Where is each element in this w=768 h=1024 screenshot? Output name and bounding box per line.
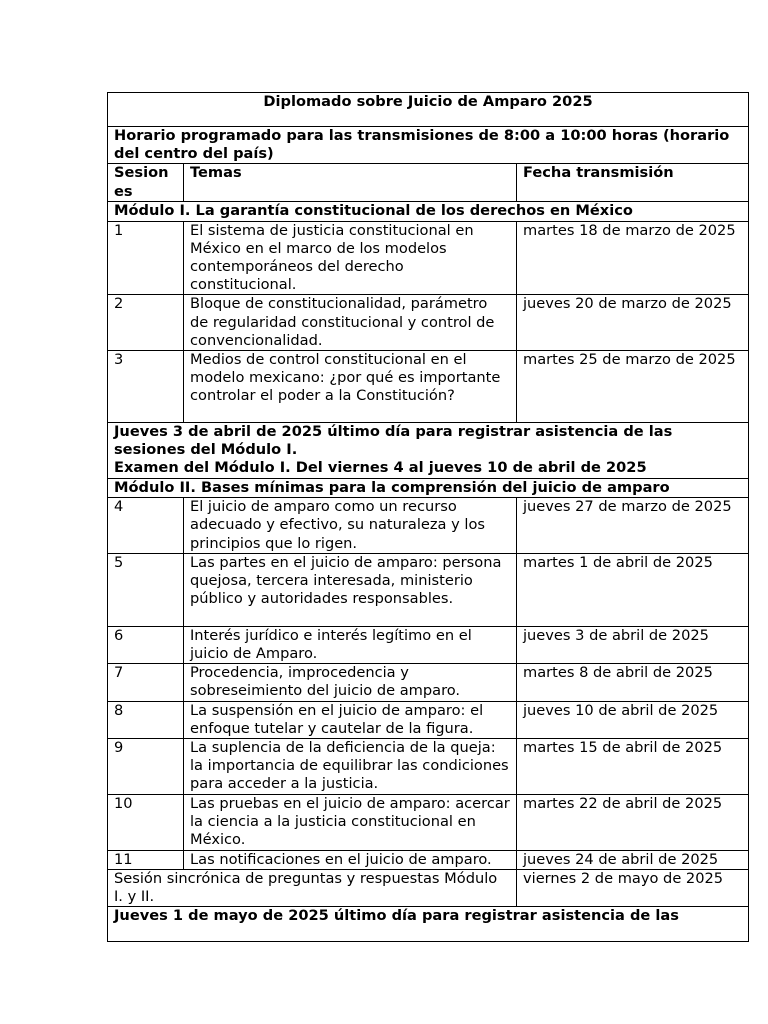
sync-session-label: Sesión sincrónica de preguntas y respuestas Módulo I. y II. <box>108 869 517 906</box>
document-title: Diplomado sobre Juicio de Amparo 2025 <box>108 93 749 127</box>
table-row <box>108 295 749 351</box>
module-2-title-row <box>108 479 749 498</box>
session-topic: Las pruebas en el juicio de amparo: acercar la ciencia a la justicia constitucional en México. <box>184 794 517 850</box>
module-2-note: Jueves 1 de mayo de 2025 último día para registrar asistencia de las <box>108 907 749 942</box>
session-date: martes 18 de marzo de 2025 <box>517 221 749 295</box>
module-1-title-row <box>108 202 749 221</box>
table-row <box>108 701 749 738</box>
module-1-exam-dates: Examen del Módulo I. Del viernes 4 al jueves 10 de abril de 2025 <box>114 459 647 477</box>
table-row <box>108 221 749 295</box>
session-topic: Interés jurídico e interés legítimo en el juicio de Amparo. <box>184 626 517 663</box>
title-row <box>108 93 749 127</box>
session-date: jueves 3 de abril de 2025 <box>517 626 749 663</box>
sync-session-row <box>108 869 749 906</box>
session-number: 7 <box>108 664 184 701</box>
module-1-attendance-deadline: Jueves 3 de abril de 2025 último día para registrar asistencia de las sesiones del Módulo I. <box>114 423 673 459</box>
table-row <box>108 664 749 701</box>
header-session: Sesion es <box>108 164 184 202</box>
session-number: 4 <box>108 498 184 554</box>
session-date: martes 15 de abril de 2025 <box>517 739 749 795</box>
module-2-note-row <box>108 907 749 942</box>
header-date: Fecha transmisión <box>517 164 749 202</box>
module-2-title: Módulo II. Bases mínimas para la comprensión del juicio de amparo <box>108 479 749 498</box>
session-date: martes 25 de marzo de 2025 <box>517 351 749 423</box>
sync-session-date: viernes 2 de mayo de 2025 <box>517 869 749 906</box>
session-topic: El juicio de amparo como un recurso adecuado y efectivo, su naturaleza y los principios que lo rigen. <box>184 498 517 554</box>
session-number: 9 <box>108 739 184 795</box>
table-row <box>108 498 749 554</box>
table-row <box>108 626 749 663</box>
schedule-note: Horario programado para las transmisiones de 8:00 a 10:00 horas (horario del centro del país) <box>108 127 749 164</box>
session-topic: Las notificaciones en el juicio de amparo. <box>184 850 517 869</box>
module-1-note-row <box>108 423 749 479</box>
session-date: martes 8 de abril de 2025 <box>517 664 749 701</box>
module-1-note <box>108 423 749 479</box>
table-row <box>108 351 749 423</box>
session-number: 10 <box>108 794 184 850</box>
session-topic: Procedencia, improcedencia y sobreseimiento del juicio de amparo. <box>184 664 517 701</box>
session-number: 5 <box>108 553 184 626</box>
session-number: 1 <box>108 221 184 295</box>
session-number: 3 <box>108 351 184 423</box>
session-number: 6 <box>108 626 184 663</box>
session-date: jueves 20 de marzo de 2025 <box>517 295 749 351</box>
session-date: martes 1 de abril de 2025 <box>517 553 749 626</box>
session-date: jueves 10 de abril de 2025 <box>517 701 749 738</box>
session-number: 11 <box>108 850 184 869</box>
session-number: 2 <box>108 295 184 351</box>
session-date: jueves 27 de marzo de 2025 <box>517 498 749 554</box>
table-row <box>108 553 749 626</box>
table-row <box>108 850 749 869</box>
session-topic: Bloque de constitucionalidad, parámetro de regularidad constitucional y control de convencionalidad. <box>184 295 517 351</box>
session-topic: La suplencia de la deficiencia de la queja: la importancia de equilibrar las condiciones para acceder a la justicia. <box>184 739 517 795</box>
header-row <box>108 164 749 202</box>
session-number: 8 <box>108 701 184 738</box>
module-1-title: Módulo I. La garantía constitucional de los derechos en México <box>108 202 749 221</box>
session-date: jueves 24 de abril de 2025 <box>517 850 749 869</box>
session-topic: La suspensión en el juicio de amparo: el enfoque tutelar y cautelar de la figura. <box>184 701 517 738</box>
session-topic: Las partes en el juicio de amparo: persona quejosa, tercera interesada, ministerio público y autoridades responsables. <box>184 553 517 626</box>
session-topic: El sistema de justicia constitucional en México en el marco de los modelos contemporáneos del derecho constitucional. <box>184 221 517 295</box>
session-date: martes 22 de abril de 2025 <box>517 794 749 850</box>
table-row <box>108 739 749 795</box>
schedule-note-row <box>108 127 749 164</box>
header-topics: Temas <box>184 164 517 202</box>
table-row <box>108 794 749 850</box>
session-topic: Medios de control constitucional en el modelo mexicano: ¿por qué es importante controlar el poder a la Constitución? <box>184 351 517 423</box>
schedule-table <box>107 92 749 942</box>
